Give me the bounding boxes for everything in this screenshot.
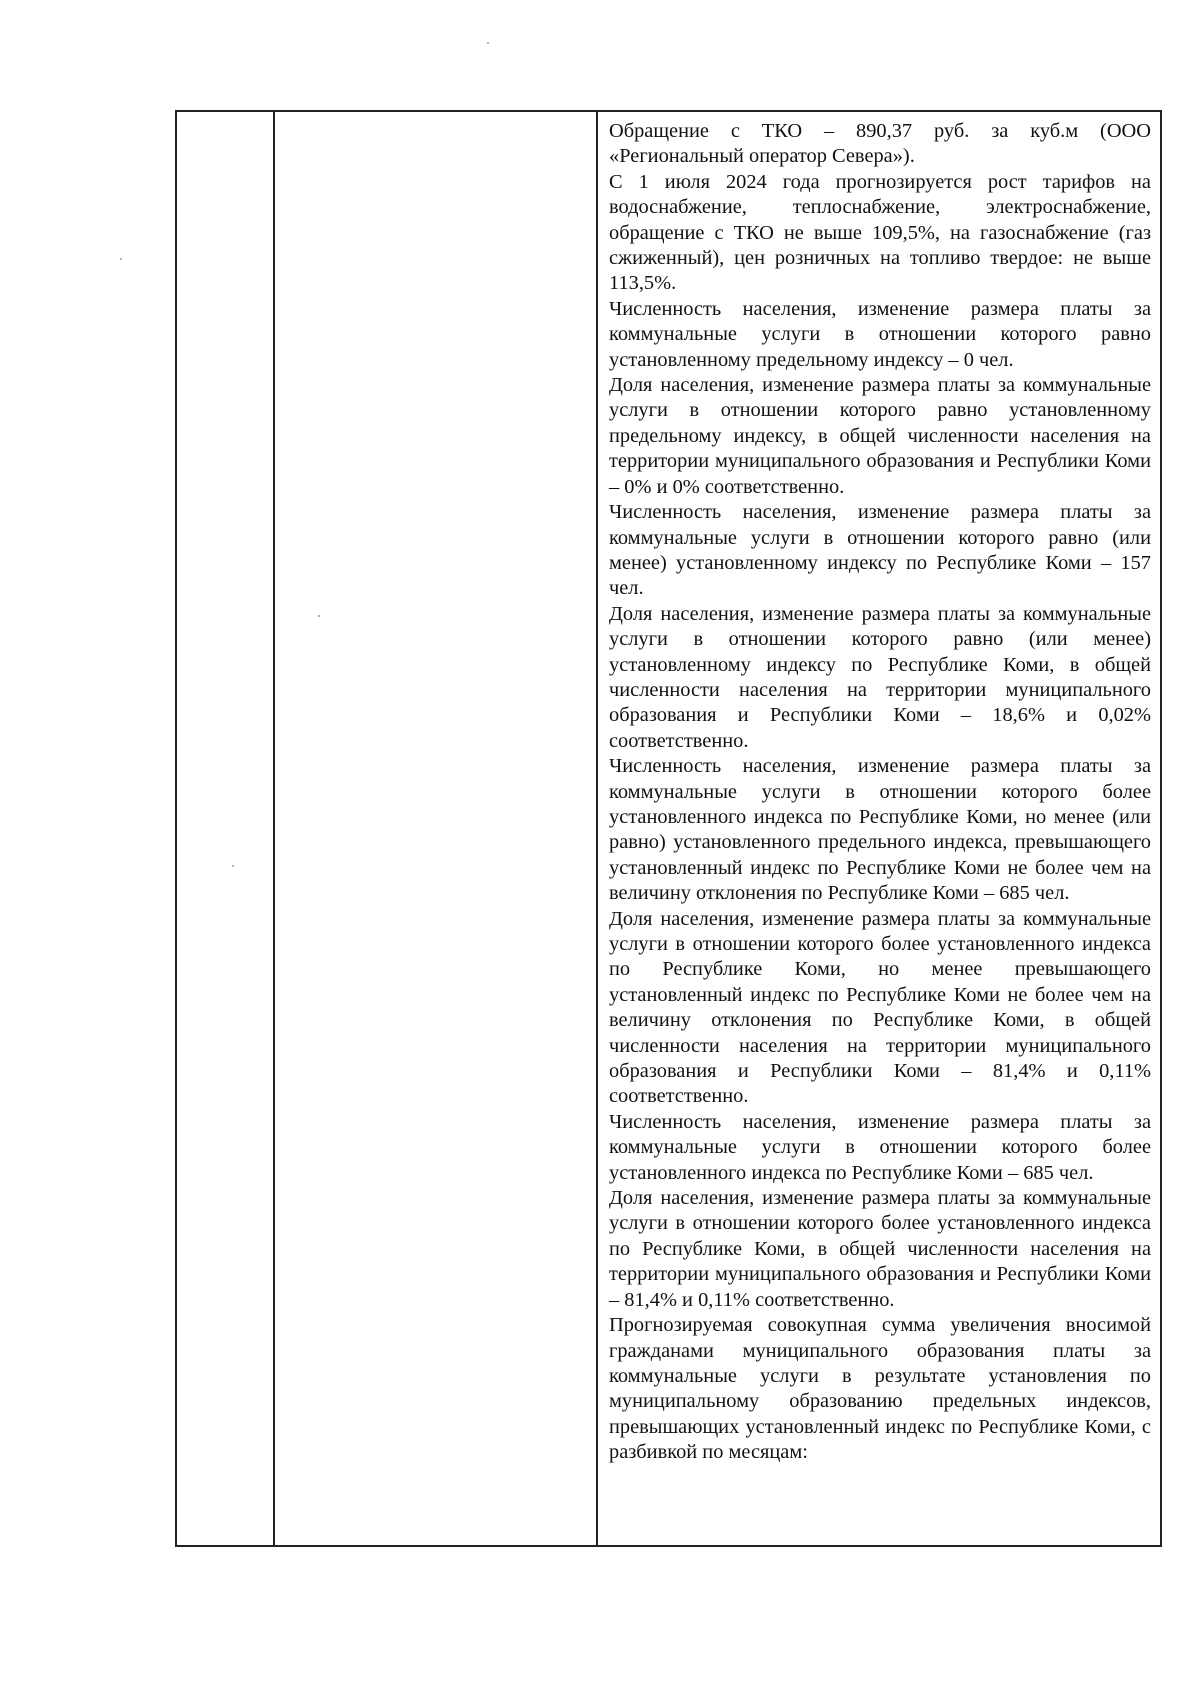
scan-speck [487,42,489,44]
paragraph: Численность населения, изменение размера платы за коммунальные услуги в отношении которого равно (или менее) установленному индексу по Республике Коми – 157 чел. [609,501,1151,600]
paragraph: Доля населения, изменение размера платы за коммунальные услуги в отношении которого равно (или менее) установленному индексу по Республике Коми, в общей численности населения на территории муниципального образования и Республики Коми – 18,6% и 0,02% соответственно. [609,602,1151,752]
paragraph: Численность населения, изменение размера платы за коммунальные услуги в отношении которого более установленного индекса по Республике Коми – 685 чел. [609,1110,1151,1184]
paragraph: Доля населения, изменение размера платы за коммунальные услуги в отношении которого более установленного индекса по Республике Коми, в общей численности населения на территории муниципального образования и Республики Коми – 81,4% и 0,11% соответственно. [609,1187,1151,1311]
paragraph: Численность населения, изменение размера платы за коммунальные услуги в отношении которого равно установленному предельному индексу – 0 чел. [609,297,1151,371]
paragraph: Обращение с ТКО – 890,37 руб. за куб.м (ООО «Региональный оператор Севера»). [609,120,1151,168]
scan-speck [120,258,122,260]
paragraph: Прогнозируемая совокупная сумма увеличения вносимой гражданами муниципального образования платы за коммунальные услуги в результате установления по муниципальному образованию предельных индексов, превышающих установленный индекс по Республике Коми, с разбивкой по месяцам: [609,1314,1151,1464]
table-column-divider [273,112,275,1545]
table-column-divider [596,112,598,1545]
paragraph: Доля населения, изменение размера платы за коммунальные услуги в отношении которого равно установленному предельному индексу, в общей численности населения на территории муниципального образования и Республики Коми – 0% и 0% соответственно. [609,374,1151,498]
table-cell-right [609,119,1151,1466]
paragraph: С 1 июля 2024 года прогнозируется рост тарифов на водоснабжение, теплоснабжение, электроснабжение, обращение с ТКО не выше 109,5%, на газоснабжение (газ сжиженный), цен розничных на топливо твердое: не выше 113,5%. [609,170,1151,295]
paragraph: Доля населения, изменение размера платы за коммунальные услуги в отношении которого более установленного индекса по Республике Коми, но менее превышающего установленный индекс по Республике Коми не более чем на величину отклонения по Республике Коми, в общей численности населения на территории муниципального образования и Республики Коми – 81,4% и 0,11% соответственно. [609,907,1151,1108]
document-table [175,110,1162,1547]
paragraph: Численность населения, изменение размера платы за коммунальные услуги в отношении которого более установленного индекса по Республике Коми, но менее (или равно) установленного предельного индекса, превышающего установленный индекс по Республике Коми не более чем на величину отклонения по Республике Коми – 685 чел. [609,755,1151,905]
